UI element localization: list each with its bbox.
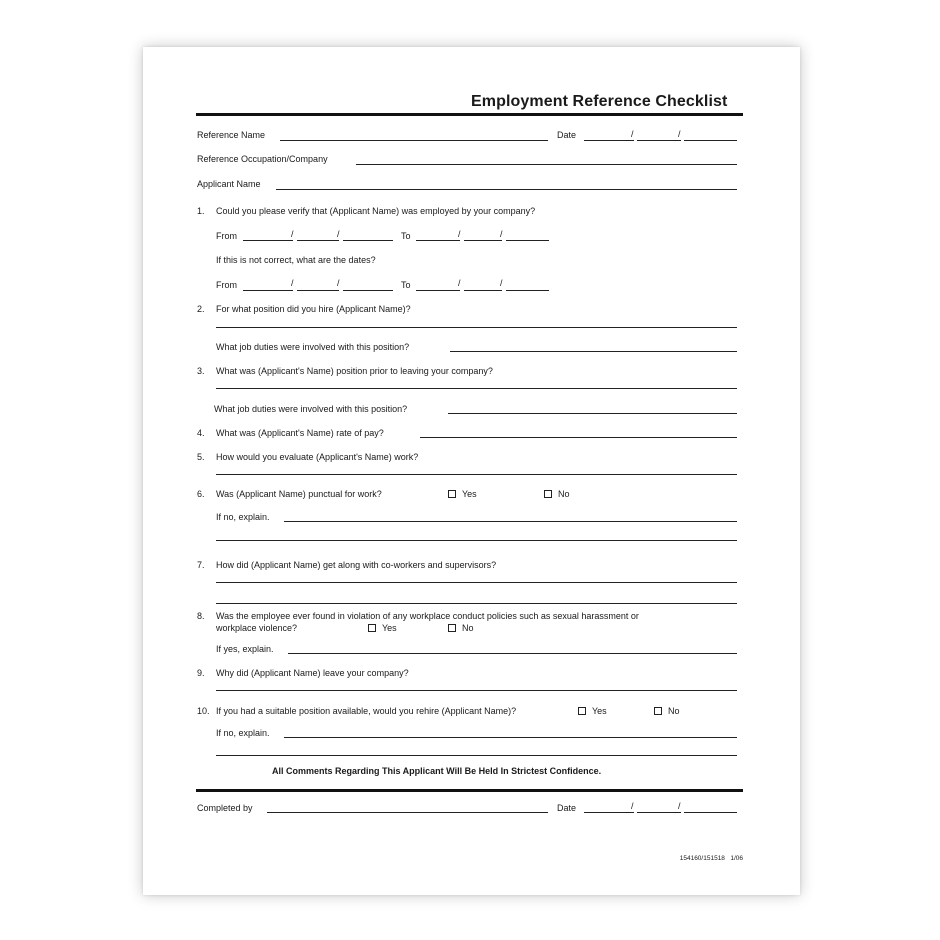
completed-by-field[interactable] (267, 812, 548, 813)
question-2-text: For what position did you hire (Applicant Name)? (216, 304, 411, 314)
question-number: 3. (197, 366, 205, 376)
question-9-text: Why did (Applicant Name) leave your company? (216, 668, 409, 678)
checkbox-icon[interactable] (654, 707, 662, 715)
question-1-text: Could you please verify that (Applicant Name) was employed by your company? (216, 206, 536, 216)
q1-from-label: From (216, 231, 237, 241)
q1-from-day-field[interactable] (297, 240, 339, 241)
q1-alt-from-year-field[interactable] (343, 290, 393, 291)
q4-answer-field[interactable] (420, 437, 737, 438)
form-sheet (143, 47, 800, 895)
q5-answer-field[interactable] (216, 474, 737, 475)
q7-answer-field-2[interactable] (216, 603, 737, 604)
question-10-text: If you had a suitable position available, would you rehire (Applicant Name)? (216, 706, 517, 716)
q10-no-option[interactable] (654, 706, 680, 717)
q1-to-label-2: To (401, 280, 411, 290)
q8-no-option[interactable] (448, 623, 474, 634)
q1-not-correct-text: If this is not correct, what are the dates? (216, 255, 376, 265)
question-number: 8. (197, 611, 205, 621)
q1-alt-to-slash: / (500, 278, 503, 288)
q1-from-label-2: From (216, 280, 237, 290)
q8-yes-option[interactable] (368, 623, 397, 634)
q1-to-slash: / (458, 229, 461, 239)
q6-no-label: No (558, 489, 570, 499)
question-8-text-line2: workplace violence? (216, 623, 298, 633)
completed-date-day-field[interactable] (637, 812, 681, 813)
q1-alt-from-slash: / (291, 278, 294, 288)
form-code: 154160/151518 1/06 (679, 855, 743, 862)
q1-alt-to-slash: / (458, 278, 461, 288)
question-5-text: How would you evaluate (Applicant's Name) work? (216, 452, 419, 462)
q1-to-slash: / (500, 229, 503, 239)
date-day-field[interactable] (637, 140, 681, 141)
question-number: 9. (197, 668, 205, 678)
question-number: 2. (197, 304, 205, 314)
q1-alt-from-day-field[interactable] (297, 290, 339, 291)
checkbox-icon[interactable] (544, 490, 552, 498)
q2-answer-field[interactable] (216, 327, 737, 328)
confidentiality-note: All Comments Regarding This Applicant Will Be Held In Strictest Confidence. (272, 766, 602, 776)
q10-explain-field[interactable] (284, 737, 737, 738)
question-8-text-line1: Was the employee ever found in violation of any workplace conduct policies such as sexual harassment or (216, 611, 639, 621)
question-3-text: What was (Applicant's Name) position prior to leaving your company? (216, 366, 493, 376)
q10-explain-label: If no, explain. (216, 728, 270, 738)
applicant-name-field[interactable] (276, 189, 737, 190)
checkbox-icon[interactable] (368, 624, 376, 632)
question-number: 1. (197, 206, 205, 216)
question-number: 4. (197, 428, 205, 438)
q9-answer-field[interactable] (216, 690, 737, 691)
completed-by-label: Completed by (197, 803, 253, 813)
title-rule (196, 113, 743, 116)
question-number: 6. (197, 489, 205, 499)
q1-to-year-field[interactable] (506, 240, 549, 241)
reference-name-field[interactable] (280, 140, 548, 141)
form-title: Employment Reference Checklist (471, 93, 728, 110)
completed-date-month-field[interactable] (584, 812, 634, 813)
q1-to-month-field[interactable] (416, 240, 460, 241)
q10-yes-label: Yes (592, 706, 607, 716)
date-year-field[interactable] (684, 140, 737, 141)
reference-name-label: Reference Name (197, 130, 266, 140)
checkbox-icon[interactable] (448, 490, 456, 498)
q1-to-label: To (401, 231, 411, 241)
question-number: 7. (197, 560, 205, 570)
q6-explain-label: If no, explain. (216, 512, 270, 522)
completed-date-label: Date (557, 803, 577, 813)
q1-alt-from-slash: / (337, 278, 340, 288)
completed-date-slash: / (631, 801, 634, 811)
q8-no-label: No (462, 623, 474, 633)
question-7-text: How did (Applicant Name) get along with co-workers and supervisors? (216, 560, 497, 570)
q1-alt-from-month-field[interactable] (243, 290, 293, 291)
q1-alt-to-month-field[interactable] (416, 290, 460, 291)
q1-from-year-field[interactable] (343, 240, 393, 241)
completed-date-year-field[interactable] (684, 812, 737, 813)
q6-explain-field[interactable] (284, 521, 737, 522)
q10-explain-field-2[interactable] (216, 755, 737, 756)
q1-alt-to-day-field[interactable] (464, 290, 502, 291)
q3-answer-field[interactable] (216, 388, 737, 389)
q8-yes-label: Yes (382, 623, 397, 633)
q2-duties-text: What job duties were involved with this position? (216, 342, 410, 352)
completed-date-slash: / (678, 801, 681, 811)
q1-from-slash: / (337, 229, 340, 239)
q10-yes-option[interactable] (578, 706, 607, 717)
q6-explain-field-2[interactable] (216, 540, 737, 541)
q3-duties-field[interactable] (448, 413, 737, 414)
applicant-name-label: Applicant Name (197, 179, 261, 189)
reference-occupation-label: Reference Occupation/Company (197, 154, 328, 164)
checkbox-icon[interactable] (448, 624, 456, 632)
q8-explain-label: If yes, explain. (216, 644, 274, 654)
q6-yes-label: Yes (462, 489, 477, 499)
q1-from-slash: / (291, 229, 294, 239)
q6-yes-option[interactable] (448, 489, 477, 500)
question-number: 5. (197, 452, 205, 462)
q10-no-label: No (668, 706, 680, 716)
q7-answer-field[interactable] (216, 582, 737, 583)
date-month-field[interactable] (584, 140, 634, 141)
checkbox-icon[interactable] (578, 707, 586, 715)
date-label: Date (557, 130, 577, 140)
question-6-text: Was (Applicant Name) punctual for work? (216, 489, 382, 499)
q1-alt-to-year-field[interactable] (506, 290, 549, 291)
q2-duties-field[interactable] (450, 351, 737, 352)
q8-explain-field[interactable] (288, 653, 737, 654)
date-slash: / (631, 129, 634, 139)
footer-rule (196, 789, 743, 792)
q6-no-option[interactable] (544, 489, 570, 500)
q1-to-day-field[interactable] (464, 240, 502, 241)
question-number: 10. (197, 706, 210, 716)
question-4-text: What was (Applicant's Name) rate of pay? (216, 428, 384, 438)
reference-occupation-field[interactable] (356, 164, 737, 165)
q3-duties-text: What job duties were involved with this position? (214, 404, 408, 414)
date-slash: / (678, 129, 681, 139)
q1-from-month-field[interactable] (243, 240, 293, 241)
